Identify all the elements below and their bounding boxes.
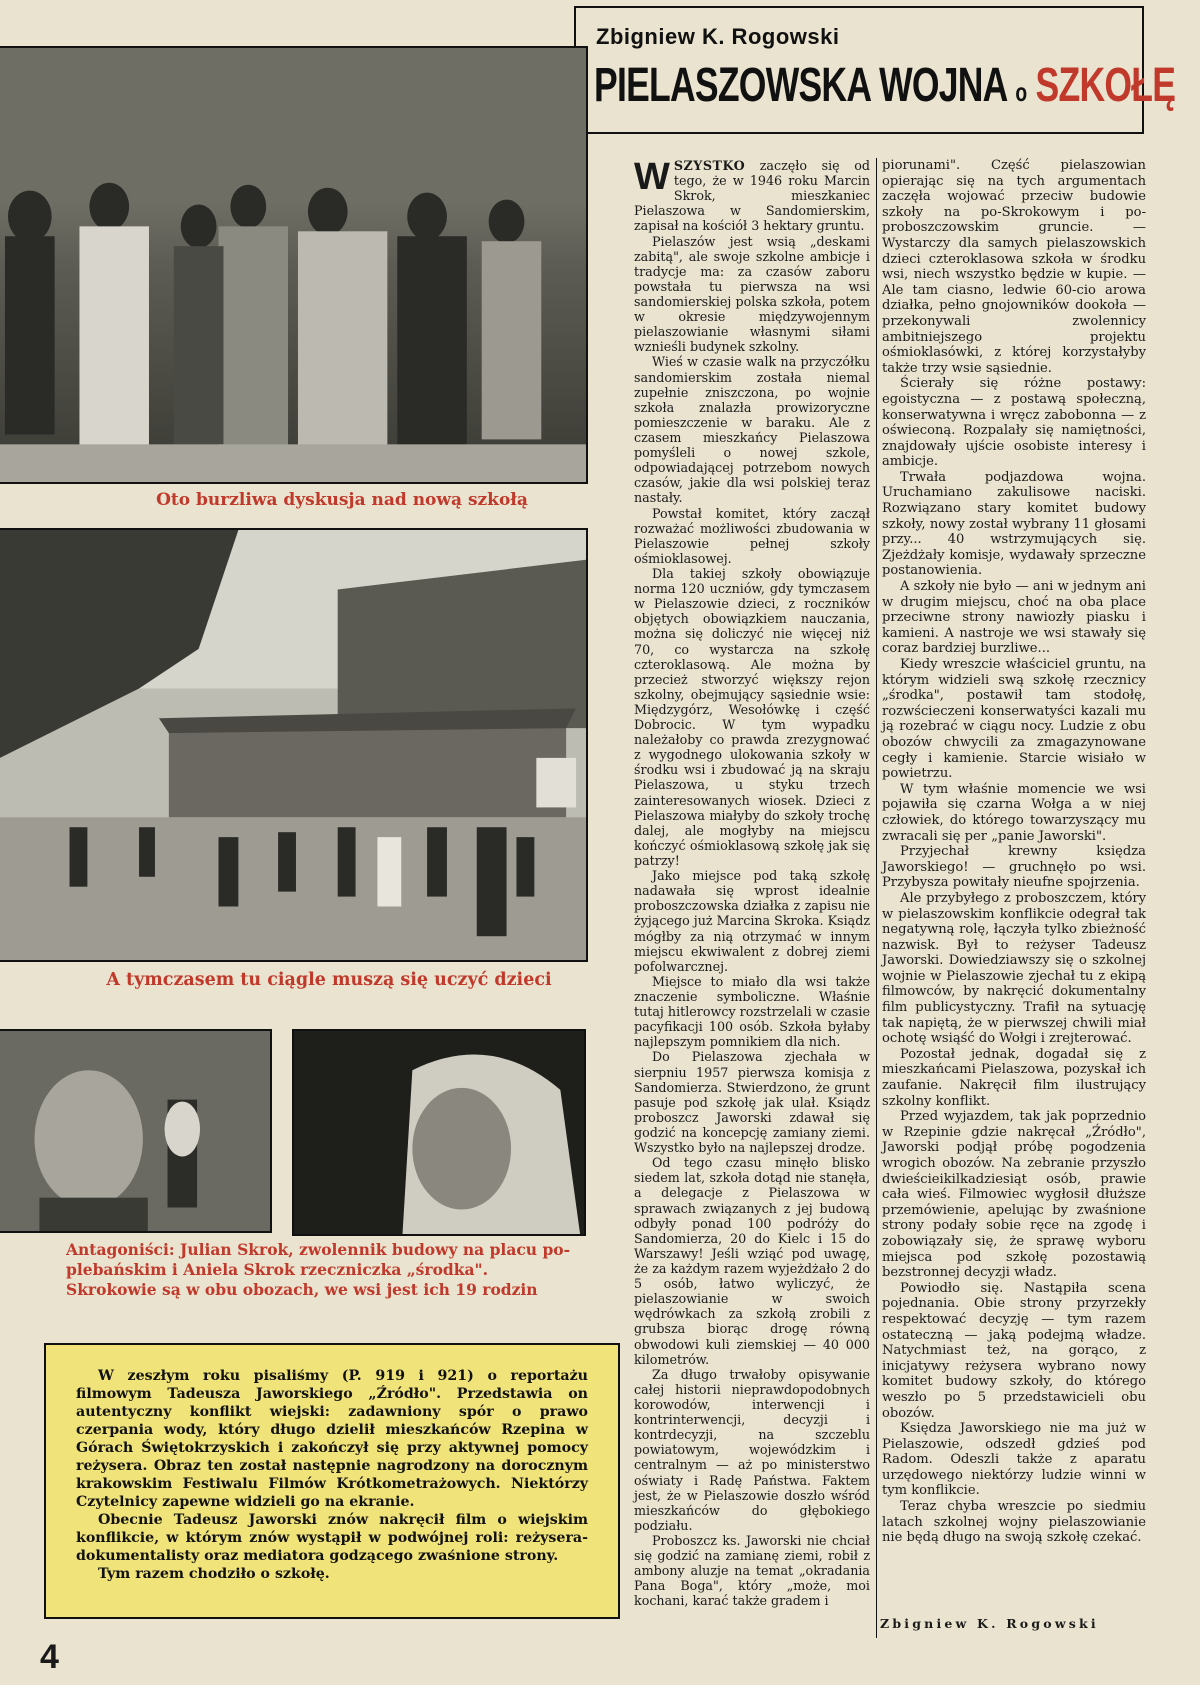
man-portrait-image bbox=[0, 1031, 270, 1231]
dropcap-letter: W bbox=[634, 156, 670, 198]
col2-paragraph: A szkoły nie było — ani w jednym ani w drugim miejscu, choć na oba place przeciwne strony nawiozły piasku i kamieni. A nastroje we wsi stawały się coraz bardziej burzliwe... bbox=[882, 579, 1146, 657]
col1-paragraph: Jako miejsce pod taką szkołę nadawała się wprost idealnie proboszczowska działka z zapisu nie żyjącego już Marcina Skroka. Ksiądz mógłby za nią otrzymać w innym miejscu ekwiwalent z dobrej ziemi pofolwarcznej. bbox=[634, 868, 870, 974]
editorial-note bbox=[44, 1343, 620, 1619]
photo-aniela-skrok bbox=[292, 1029, 586, 1236]
title-box bbox=[574, 6, 1176, 134]
caption-photo-1: Oto burzliwa dyskusja nad nową szkołą bbox=[156, 490, 528, 510]
col2-paragraph: Księdza Jaworskiego nie ma już w Pielaszowie, odszedł gdzieś pod Radom. Odeszli także z aparatu urzędowego niektórzy ludzie winni w tym konflikcie. bbox=[882, 1421, 1146, 1499]
col1-paragraph: Do Pielaszowa zjechała w sierpniu 1957 pierwsza komisja z Sandomierza. Stwierdzono, że grunt pasuje pod szkołę jak ulał. Ksiądz proboszcz Jaworski zdawał się godzić na koncepcję zamiany ziemi. Wszystko było na najlepszej drodze. bbox=[634, 1049, 870, 1156]
lead-caps: SZYSTKO bbox=[673, 158, 746, 173]
note-paragraph-3: Tym razem chodziło o szkołę. bbox=[98, 1566, 330, 1582]
caption-photo-3: Antagoniści: Julian Skrok, zwolennik budowy na placu po-plebańskim i Aniela Skrok rzeczniczka „środka". Skrokowie są w obu obozach, we wsi jest ich 19 rodzin bbox=[66, 1240, 571, 1299]
col2-paragraph: Ale przybyłego z proboszczem, który w pielaszowskim konflikcie odegrał tak negatywną rolę, łączyła tylko zbieżność nazwisk. Był to reżyser Tadeusz Jaworski. Dowiedziawszy się o szkolnej wojnie w Pielaszowie zjechał tu z ekipą filmowców, by nakręcić dokumentalny film publicystyczny. Trafił na sytuację tak napiętą, że w pierwszej chwili miał ochotę wsiąść do Wołgi i zrejterować. bbox=[882, 890, 1146, 1047]
article-author: Zbigniew K. Rogowski bbox=[596, 24, 840, 49]
col2-paragraph: Powiodło się. Nastąpiła scena pojednania. Obie strony przyrzekły respektować decyzję — tym razem ostateczną — jaką podejmą władze. Natychmiast też, na gorąco, z inicjatywy reżysera wybrano nowy komitet budowy szkoły, do którego weszło po 5 przedstawicieli obu obozów. bbox=[882, 1280, 1146, 1421]
headline-connector: o bbox=[1015, 77, 1027, 107]
article-headline bbox=[594, 58, 1175, 113]
col1-paragraph: Pielaszów jest wsią „deskami zabitą", ale swoje szkolne ambicje i tradycje ma: za czasów zaboru powstała tu pierwsza na wsi sandomierskiej polska szkoła, potem w okresie międzywojennym pielaszowianie własnymi siłami wznieśli budynek szkolny. bbox=[634, 233, 870, 355]
col1-paragraph: Powstał komitet, który zaczął rozważać możliwości zbudowania w Pielaszowie pełnej szkoły ośmioklasowej. bbox=[634, 505, 870, 566]
col2-paragraph: Pozostał jednak, dogadał się z mieszkańcami Pielaszowa, pozyskał ich zaufanie. Nakręcił film ilustrujący szkolny konflikt. bbox=[882, 1046, 1146, 1109]
col1-paragraph: Od tego czasu minęło blisko siedem lat, szkoła dotąd nie stanęła, a delegacje z Pielaszowa w sprawach związanych z jej budową odbyły ponad 100 podróży do Sandomierza, 20 do Kielc i 15 do Warszawy! Jeśli wziąć pod uwagę, że za każdym razem wyjeżdżało 2 do 5 osób, łatwo wyliczyć, że pielaszowianie w swoich wędrówkach za szkołą zrobili z grubsza biorąc drogę równą obwodowi kuli ziemskiej — 40 000 kilometrów. bbox=[634, 1155, 870, 1367]
col2-paragraph: Trwała podjazdowa wojna. Uruchamiano zakulisowe naciski. Rozwiązano stary komitet budowy szkoły, nowy został wybrany 11 głosami przy... 40 wstrzymujących się. Zjeżdżały komisje, wydawały sprzeczne postanowienia. bbox=[882, 469, 1146, 579]
col2-paragraph: W tym właśnie momencie we wsi pojawiła się czarna Wołga a w niej człowiek, do którego towarzyszący mu zwracali się per „panie Jaworski". bbox=[882, 781, 1146, 844]
col1-paragraph: Proboszcz ks. Jaworski nie chciał się godzić na zamianę ziemi, robił z ambony aluzje na temat „okradania Pana Boga", który „może, moi kochani, karać także gradem i bbox=[634, 1532, 870, 1609]
caption-photo-2: A tymczasem tu ciągle muszą się uczyć dzieci bbox=[106, 970, 552, 990]
col2-paragraph: Przyjechał krewny księdza Jaworskiego! — gruchnęło po wsi. Przybysza powitały nieufne spojrzenia. bbox=[882, 844, 1146, 891]
col2-paragraph: Przed wyjazdem, tak jak poprzednio w Rzepinie gdzie nakręcał „Źródło", Jaworski podjął próbę pogodzenia wrogich obozów. Na zebranie przyszło dwieścieikilkadziesiąt osób, prawie cała wieś. Filmowiec wygłosił dłuższe przemówienie, apelując by zwaśnione strony podały sobie ręce na zgodę i zobowiązały się, że sprawę wyboru miejsca pod szkołę pozostawią bezstronnej decyzji władz. bbox=[882, 1109, 1146, 1281]
col2-paragraph: Ścierały się różne postawy: egoistyczna — z postawą społeczną, konserwatywna i wręcz zabobonna — z oświeconą. Rozpalały się namiętności, znajdowały ujście osobiste interesy i ambicje. bbox=[882, 376, 1146, 470]
article-signature: Zbigniew K. Rogowski bbox=[880, 1616, 1099, 1631]
col2-paragraph: piorunami". Część pielaszowian opierając się na tych argumentach zaczęła wojować przeciw budowie szkoły na po-Skrokowym i po-proboszczowskim gruncie. — Wystarczy dla samych pielaszowskich dzieci czteroklasowa szkoła w środku wsi, niech wszystko będzie w kupie. — Ale tam ciasno, ledwie 60-cio arowa działka, pełno gnojowników dookoła — przekonywali zwolennicy ambitniejszego projektu ośmioklasówki, z której korzystałyby także trzy wsie sąsiednie. bbox=[882, 158, 1146, 376]
note-paragraph-1: W zeszłym roku pisaliśmy (P. 919 i 921) o reportażu filmowym Tadeusza Jaworskiego „Źródło". Przedstawia on autentyczny konflikt wiejski: zadawniony spór o prawo czerpania wody, który długo dzielił mieszkańców Rzepina w Górach Świętokrzyskich i zakończył się przy aktywnej pomocy reżysera. Obraz ten został następnie nagrodzony na dorocznym krakowskim Festiwalu Filmów Krótkometrażowych. Niektórzy Czytelnicy zapewne widzieli go na ekranie. bbox=[76, 1368, 588, 1510]
woman-portrait-image bbox=[294, 1031, 584, 1234]
column-divider bbox=[876, 158, 877, 1638]
headline-part-2: SZKOŁĘ bbox=[1035, 59, 1176, 112]
col1-paragraph: Dla takiej szkoły obowiązuje norma 120 uczniów, gdy tymczasem w Pielaszowie dzieci, z roczników objętych obowiązkiem nauczania, można się doliczyć nie więcej niż 70, co wystarcza na szkołę czteroklasową. Ale można by przecież stworzyć większy rejon szkolny, obejmujący sąsiednie wsie: Międzygórz, Wesołówkę i część Dobrocic. W tym wypadku należałoby co prawda zrezygnować z wygodnego ulokowania szkoły w środku wsi i zbudować ją na skraju Pielaszowa, u styku trzech zainteresowanych wiosek. Dzieci z Pielaszowa miałyby do szkoły trochę dalej, ale mogłyby na miejscu kończyć ośmioklasową szkołę jak się patrzy! bbox=[634, 565, 870, 869]
note-paragraph-2: Obecnie Tadeusz Jaworski znów nakręcił film o wiejskim konflikcie, w którym znów wystąpił w podwójnej roli: reżysera-dokumentalisty oraz mediatora godzącego zwaśnione strony. bbox=[76, 1512, 588, 1564]
page-number: 4 bbox=[40, 1638, 59, 1676]
col1-paragraph: Miejsce to miało dla wsi także znaczenie symboliczne. Właśnie tutaj hitlerowcy rozstrzelali w czasie pacyfikacji 100 osób. Szkoła byłaby najlepszym pomnikiem dla nich. bbox=[634, 973, 871, 1050]
photo-school-barrack bbox=[0, 528, 588, 962]
headline-part-1: PIELASZOWSKA WOJNA bbox=[594, 59, 1007, 112]
col2-paragraph: Kiedy wreszcie właściciel gruntu, na którym widzieli swą szkołę rzecznicy „środka", postawił tam stodołę, rozwścieczeni konserwatyści kazali mu ją rozebrać w ciągu nocy. Ludzie z obu obozów chwycili za zmagazynowane cegły i kamienie. Starcie wisiało w powietrzu. bbox=[882, 657, 1146, 782]
lead-text: zaczęło się od tego, że w 1946 roku Marcin Skrok, mieszkaniec Pielaszowa w Sandomierskim, zapisał na kościół 3 hektary gruntu. bbox=[634, 158, 870, 234]
article-lead-paragraph bbox=[634, 158, 870, 234]
col1-paragraph: Wieś w czasie walk na przyczółku sandomierskim została niemal zupełnie zniszczona, po wojnie szkoła znalazła prowizoryczne pomieszczenie w baraku. Ale z czasem mieszkańcy Pielaszowa pomyśleli o nowej szkole, odpowiadającej potrzebom nowych czasów, jakie dla wsi polskiej teraz nastały. bbox=[634, 354, 870, 506]
col1-paragraph: Za długo trwałoby opisywanie całej historii nieprawdopodobnych korowodów, interwencji i kontrinterwencji, decyzji i kontrdecyzji, na szczeblu powiatowym, wojewódzkim i centralnym — aż po ministerstwo oświaty i Radę Państwa. Faktem jest, że w Pielaszowie doszło wśród mieszkańców do głębokiego podziału. bbox=[634, 1366, 870, 1533]
col2-paragraph: Teraz chyba wreszcie po siedmiu latach szkolnej wojny pielaszowianie nie będą długo na swoją szkołę czekać. bbox=[882, 1499, 1146, 1546]
photo-crowd-discussion bbox=[0, 46, 588, 484]
article-column-1 bbox=[634, 158, 870, 1609]
crowd-photo-image bbox=[0, 48, 586, 482]
school-photo-image bbox=[0, 530, 586, 960]
photo-julian-skrok bbox=[0, 1029, 272, 1233]
article-column-2 bbox=[882, 158, 1146, 1546]
